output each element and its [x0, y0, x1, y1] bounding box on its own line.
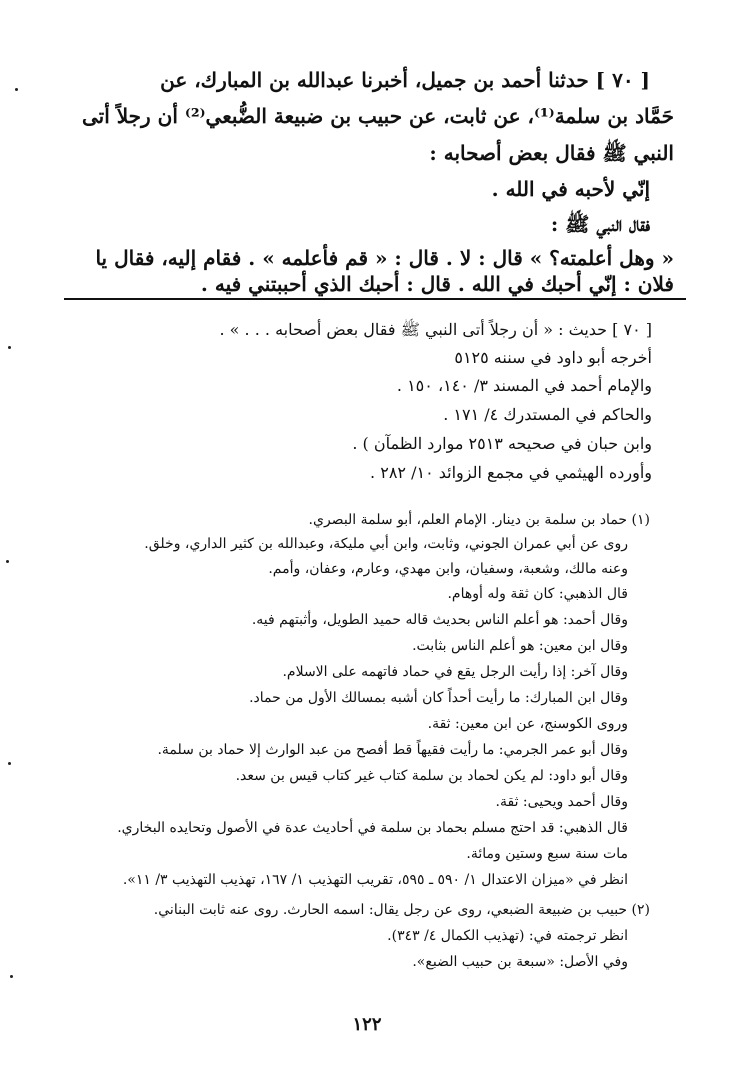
hadith-line: فلان : إنّي أحبك في الله . قال : أحبك الذي أحببتني فيه .	[200, 272, 674, 296]
hadith-line: فقال النبي ﷺ :	[550, 212, 650, 236]
takhrij-line: والإمام أحمد في المسند ٣/ ١٤٠، ١٥٠ .	[396, 376, 652, 395]
footnote-line: انظر ترجمته في: (تهذيب الكمال ٤/ ٣٤٣).	[387, 928, 628, 944]
hadith-line: [ ٧٠ ] حدثنا أحمد بن جميل، أخبرنا عبدالله بن المبارك، عن	[160, 68, 650, 92]
footnote-line: قال الذهبي: كان ثقة وله أوهام.	[447, 586, 628, 602]
takhrij-line: وابن حبان في صحيحه ٢٥١٣ موارد الظمآن ) .	[352, 434, 652, 453]
footnote-line: (١) حماد بن سلمة بن دينار. الإمام العلم، أبو سلمة البصري.	[308, 512, 650, 528]
takhrij-line: والحاكم في المستدرك ٤/ ١٧١ .	[443, 405, 652, 424]
hadith-line: حَمَّاد بن سلمة⁽¹⁾، عن ثابت، عن حبيب بن ضبيعة الضُّبعي⁽²⁾ أن رجلاً أتى	[81, 104, 674, 128]
scan-speck	[8, 762, 11, 765]
footnote-line: وفي الأصل: «سبعة بن حبيب الضبع».	[412, 954, 628, 970]
hadith-line: إنّي لأحبه في الله .	[491, 177, 650, 201]
takhrij-line: وأورده الهيثمي في مجمع الزوائد ١٠/ ٢٨٢ .	[370, 463, 652, 482]
footnote-line: وروى الكوسنج، عن ابن معين: ثقة.	[427, 716, 628, 732]
page-number: ١٢٢	[352, 1014, 382, 1035]
scan-speck	[8, 346, 11, 349]
separator-rule	[64, 298, 686, 300]
hadith-line: النبي ﷺ فقال بعض أصحابه :	[429, 141, 674, 165]
scan-speck	[15, 88, 18, 91]
footnote-line: وقال ابن المبارك: ما رأيت أحداً كان أشبه بمسالك الأول من حماد.	[249, 690, 628, 706]
scan-speck	[6, 560, 9, 563]
footnote-line: وعنه مالك، وشعبة، وسفيان، وابن مهدي، وعارم، وعفان، وأمم.	[268, 561, 628, 577]
footnote-line: وقال آخر: إذا رأيت الرجل يقع في حماد فاتهمه على الاسلام.	[282, 664, 628, 680]
footnote-line: مات سنة سبع وستين ومائة.	[466, 846, 628, 862]
footnote-line: قال الذهبي: قد احتج مسلم بحماد بن سلمة في أحاديث عدة في الأصول وتحايده البخاري.	[117, 820, 628, 836]
footnote-line: وقال أبو داود: لم يكن لحماد بن سلمة كتاب غير كتاب قيس بن سعد.	[235, 768, 628, 784]
footnote-line: وقال أبو عمر الجرمي: ما رأيت فقيهاً قط أفصح من عبد الوارث إلا حماد بن سلمة.	[157, 742, 628, 758]
footnote-line: وقال أحمد: هو أعلم الناس بحديث قاله حميد الطويل، وأثبتهم فيه.	[251, 612, 628, 628]
scan-speck	[10, 975, 13, 978]
hadith-line: « وهل أعلمته؟ » قال : لا . قال : « قم فأعلمه » . فقام إليه، فقال يا	[95, 246, 674, 270]
footnote-line: وقال ابن معين: هو أعلم الناس بثابت.	[412, 638, 628, 654]
takhrij-line: [ ٧٠ ] حديث : « أن رجلاً أتى النبي ﷺ فقال بعض أصحابه . . . » .	[219, 320, 652, 339]
footnote-line: (٢) حبيب بن ضبيعة الضبعي، روى عن رجل يقال: اسمه الحارث. روى عنه ثابت البناني.	[153, 902, 650, 918]
footnote-line: روى عن أبي عمران الجوني، وثابت، وابن أبي مليكة، وعبدالله بن كثير الداري، وخلق.	[144, 536, 628, 552]
takhrij-line: أخرجه أبو داود في سننه ٥١٢٥	[454, 348, 652, 367]
footnote-line: انظر في «ميزان الاعتدال ١/ ٥٩٠ ـ ٥٩٥، تقريب التهذيب ١/ ١٦٧، تهذيب التهذيب ٣/ ١١».	[122, 872, 628, 888]
footnote-line: وقال أحمد ويحيى: ثقة.	[495, 794, 628, 810]
